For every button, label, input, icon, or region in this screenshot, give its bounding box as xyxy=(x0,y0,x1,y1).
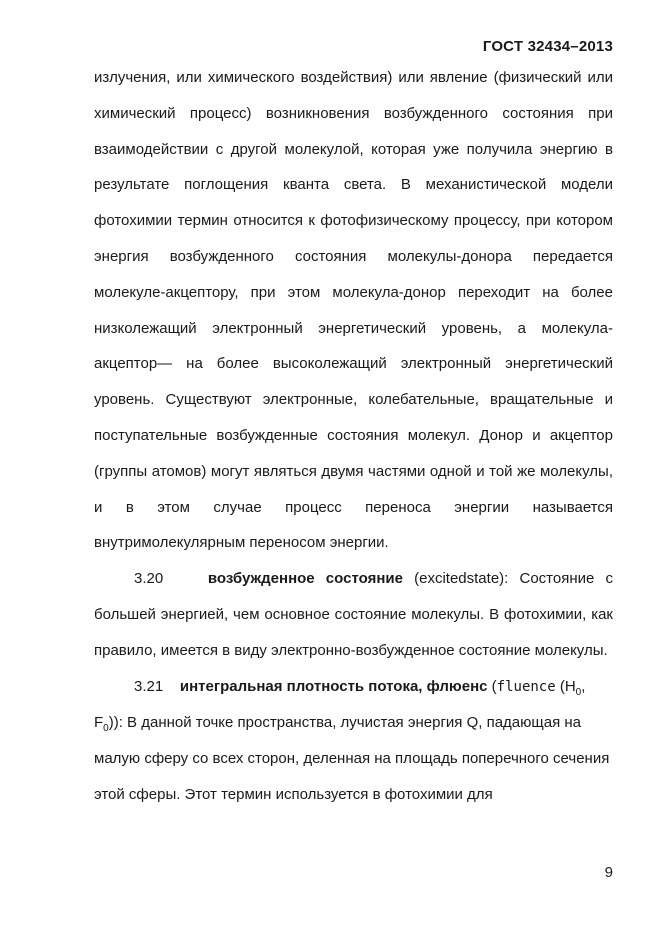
term-excited-state: возбужденное состояние xyxy=(207,570,403,588)
term-fluence: интегральная плотность потока, флюенс xyxy=(179,677,488,695)
term-english: fluence xyxy=(496,678,556,695)
definition-text: )): В данной точке пространства, лучистая энергия Q, падающая на малую сферу со всех сторон, деленная на площадь поперечного сечения этой сферы. Этот термин используется в фотохимии для xyxy=(94,714,610,803)
section-number: 3.21 xyxy=(134,677,164,695)
section-3-20 xyxy=(94,561,613,668)
page-number: 9 xyxy=(604,864,613,881)
term-open-paren: ( xyxy=(487,677,497,695)
subscript-f: 0 xyxy=(103,723,109,735)
paragraph-continuation: излучения, или химического воздействия) или явление (физический или химический процесс) возникновения возбужденного состояния при взаимодействии с другой молекулой, которая уже получила энергию в результате поглощения кванта света. В механистической модели фотохимии термин относится к фотофизическому процессу, при котором энергия возбужденного состояния молекулы-донора передается молекуле-акцептору, при этом молекула-донор переходит на более низколежащий электронный энергетический уровень, а молекула-акцептор— на более высоколежащий электронный энергетический уровень. Существуют электронные, колебательные, вращательные и поступательные возбужденные состояния молекул. Донор и акцептор (группы атомов) могут являться двумя частями одной и той же молекулы, и в этом случае процесс переноса энергии называется внутримолекулярным переносом энергии. xyxy=(94,69,613,552)
symbol-h: (H xyxy=(555,677,576,695)
symbol-f: , F xyxy=(94,677,586,732)
section-number: 3.20 xyxy=(134,570,164,588)
section-3-21 xyxy=(94,669,613,813)
definition-text: (excitedstate): Состояние с большей энергией, чем основное состояние молекулы. В фотохимии, как правило, имеется в виду электронно-возбужденное состояние молекулы. xyxy=(94,570,613,659)
document-body xyxy=(94,60,613,813)
document-header: ГОСТ 32434–2013 xyxy=(482,38,613,55)
subscript-h: 0 xyxy=(575,686,582,698)
